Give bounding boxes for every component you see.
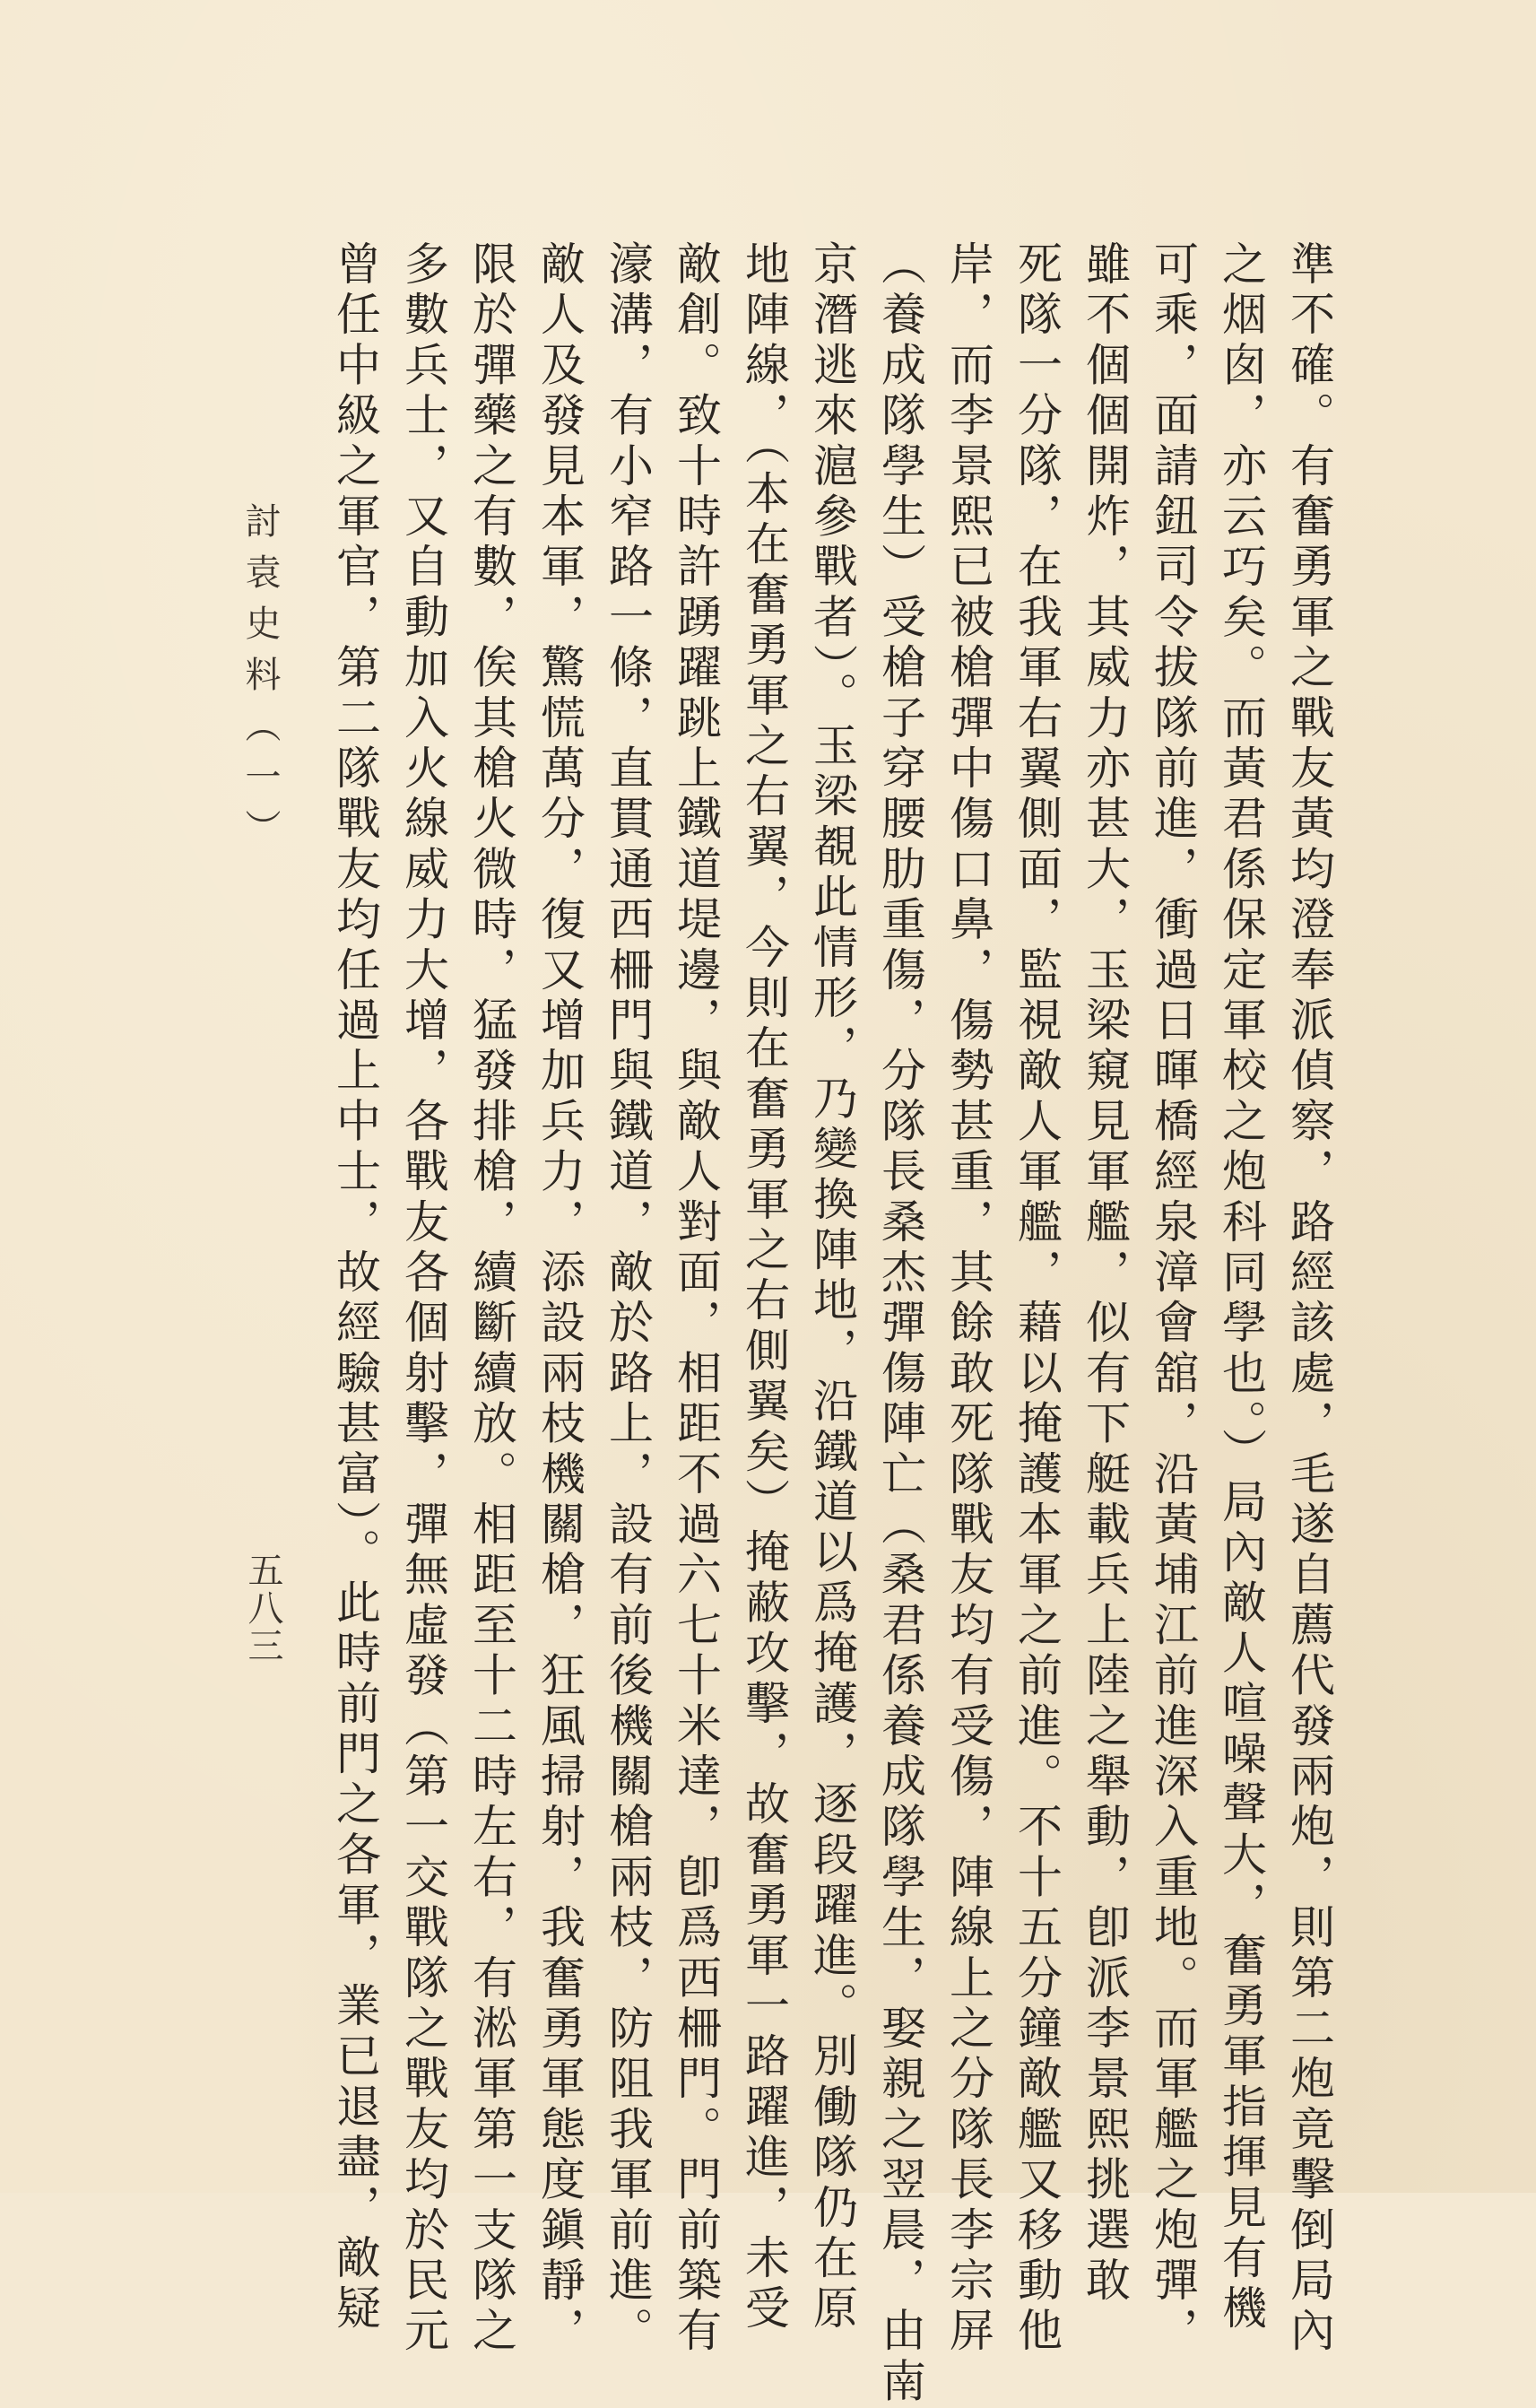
book-title: 討袁史料（一）: [239, 502, 281, 860]
text-column-10: 敵創。致十時許踴躍跳上鐵道堤邊，與敵人對面，相距不過六七十米達，卽爲西柵門。門前築有: [670, 240, 722, 2358]
text-column-5: 死隊一分隊，在我軍右翼側面，監視敵人軍艦，藉以掩護本軍之前進。不十五分鐘敵艦又移動他: [1011, 240, 1063, 2358]
text-column-1: 準不確。有奮勇軍之戰友黃均澄奉派偵察，路經該處，毛遂自薦代發兩炮，則第二炮竟擊倒局內: [1283, 240, 1335, 2358]
text-column-15: 曾任中級之軍官，第二隊戰友均任過上中士，故經驗甚富）。此時前門之各軍，業已退盡，敵疑: [329, 240, 381, 2335]
text-column-8: 京潛逃來滬參戰者）。玉梁覩此情形，乃變換陣地，沿鐵道以爲掩護，逐段躍進。別働隊仍在原: [806, 240, 858, 2335]
text-column-7: （養成隊學生）受槍子穿腰肋重傷，分隊長桑杰彈傷陣亡（桑君係養成隊學生，娶親之翌晨，由南: [874, 240, 926, 2408]
text-column-11: 濠溝，有小窄路一條，直貫通西柵門與鐵道，敵於路上，設有前後機關槍兩枝，防阻我軍前進。: [602, 240, 654, 2358]
text-column-2: 之烟囱，亦云巧矣。而黃君係保定軍校之炮科同學也。）局內敵人喧噪聲大，奮勇軍指揮見有機: [1215, 240, 1267, 2335]
text-column-6: 岸，而李景熙已被槍彈中傷口鼻，傷勢甚重，其餘敢死隊戰友均有受傷，陣線上之分隊長李宗屏: [942, 240, 994, 2358]
text-column-4: 雖不個個開炸，其威力亦甚大，玉梁窺見軍艦，似有下艇載兵上陸之舉動，卽派李景熙挑選敢: [1079, 240, 1131, 2308]
text-column-14: 多數兵士，又自動加入火線威力大增，各戰友各個射擊，彈無虛發（第一交戰隊之戰友均於民元: [397, 240, 449, 2358]
page-number: 五八三: [242, 1552, 283, 1665]
text-column-3: 可乘，面請鈕司令拔隊前進，衝過日暉橋經泉漳會舘，沿黃埔江前進深入重地。而軍艦之炮彈，: [1147, 240, 1199, 2358]
text-column-9: 地陣線，（本在奮勇軍之右翼，今則在奮勇軍之右側翼矣）掩蔽攻擊，故奮勇軍一路躍進，未受: [738, 240, 790, 2335]
vertical-text-body: [321, 240, 1343, 2408]
text-column-12: 敵人及發見本軍，驚慌萬分，復又增加兵力，添設兩枝機關槍，狂風掃射，我奮勇軍態度鎭靜，: [534, 240, 586, 2358]
text-column-13: 限於彈藥之有數，俟其槍火微時，猛發排槍，續斷續放。相距至十二時左右，有淞軍第一支隊之: [465, 240, 517, 2358]
